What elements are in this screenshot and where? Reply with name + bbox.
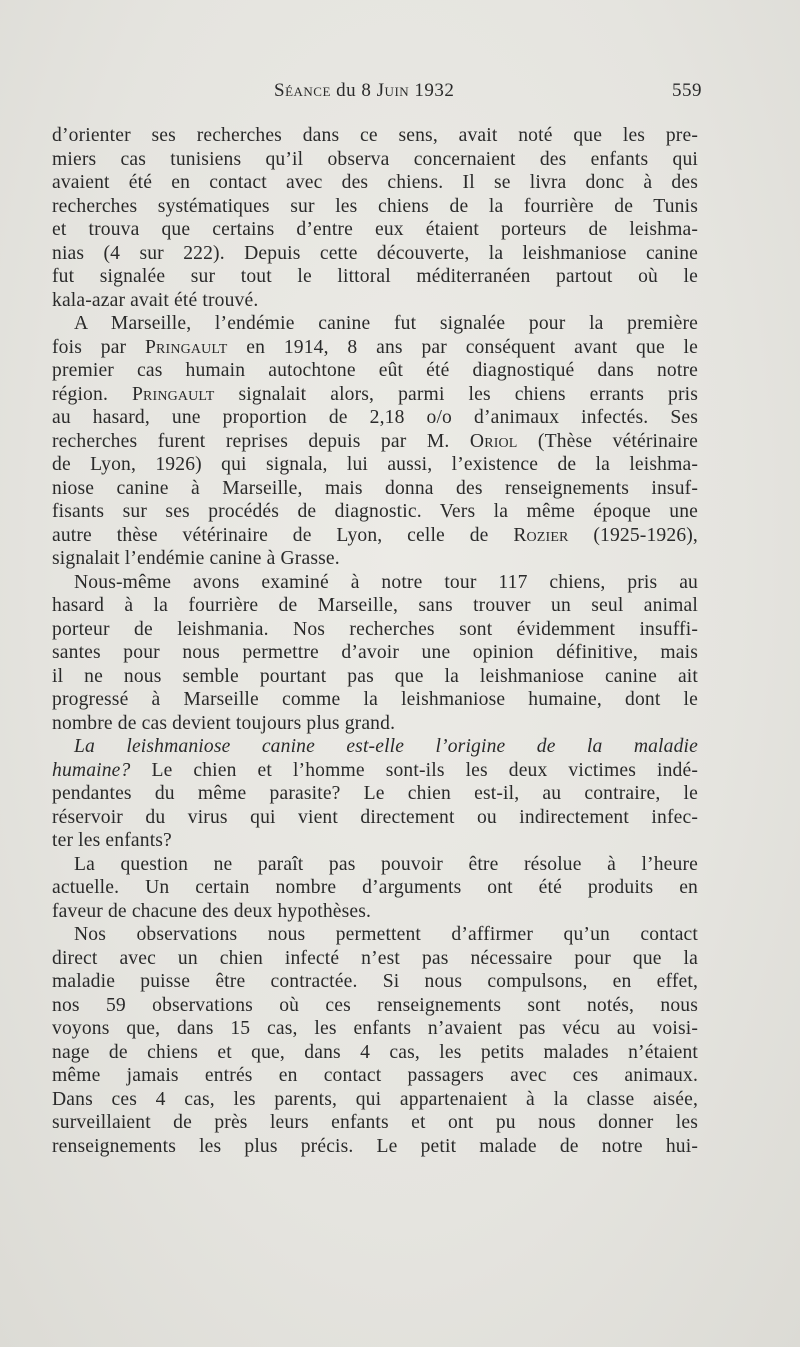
text-line: renseignements les plus précis. Le petit malade de notre hui- bbox=[52, 1135, 698, 1157]
text-line: Nous-même avons examiné à notre tour 117 chiens, pris au bbox=[74, 571, 698, 593]
text-line: actuelle. Un certain nombre d’arguments ont été produits en bbox=[52, 877, 698, 898]
running-header bbox=[52, 80, 702, 106]
text-line: La question ne paraît pas pouvoir être résolue à l’heure bbox=[74, 853, 698, 875]
running-title-seance: Séance bbox=[274, 80, 331, 101]
text-line: progressé à Marseille comme la leishmaniose humaine, dont le bbox=[52, 689, 698, 710]
text-line: il ne nous semble pourtant pas que la leishmaniose canine ait bbox=[52, 665, 698, 687]
text-line: fois par Pringault en 1914, 8 ans par conséquent avant que le bbox=[52, 336, 698, 358]
text-line: maladie puisse être contractée. Si nous compulsons, en effet, bbox=[52, 971, 698, 992]
page-number: 559 bbox=[672, 80, 702, 101]
text-line: Dans ces 4 cas, les parents, qui appartenaient à la classe aisée, bbox=[52, 1088, 698, 1110]
text-line: recherches furent reprises depuis par M. Oriol (Thèse vétérinaire bbox=[52, 430, 699, 452]
text-line: fut signalée sur tout le littoral méditerranéen partout où le bbox=[52, 266, 698, 287]
text-line: direct avec un chien infecté n’est pas nécessaire pour que la bbox=[52, 947, 698, 969]
running-title bbox=[274, 80, 454, 102]
text-line: d’orienter ses recherches dans ce sens, avait noté que les pre- bbox=[52, 125, 698, 146]
text-line: hasard à la fourrière de Marseille, sans trouver un seul animal bbox=[52, 595, 698, 616]
text-line: pendantes du même parasite? Le chien est-il, au contraire, le bbox=[52, 783, 698, 804]
text-line: porteur de leishmania. Nos recherches sont évidemment insuffi- bbox=[52, 618, 698, 640]
text-line: nias (4 sur 222). Depuis cette découverte, la leishmaniose canine bbox=[52, 242, 698, 264]
text-line: et trouva que certains d’entre eux étaient porteurs de leishma- bbox=[52, 219, 698, 240]
text-line: surveillaient de près leurs enfants et ont pu nous donner les bbox=[52, 1112, 698, 1133]
text-line: signalait l’endémie canine à Grasse. bbox=[52, 548, 340, 569]
text-line: humaine? Le chien et l’homme sont-ils les deux victimes indé- bbox=[52, 759, 698, 781]
running-title-year: 1932 bbox=[409, 80, 455, 101]
text-line: réservoir du virus qui vient directement ou indirectement infec- bbox=[52, 806, 698, 828]
text-line: niose canine à Marseille, mais donna des renseignements insuf- bbox=[52, 477, 698, 499]
italic-question-line: La leishmaniose canine est-elle l’origine de la maladie bbox=[74, 736, 698, 757]
text-line: au hasard, une proportion de 2,18 o/o d’animaux infectés. Ses bbox=[52, 407, 698, 428]
italic-word: humaine? bbox=[52, 759, 131, 781]
body-text bbox=[52, 124, 698, 1158]
text-line: A Marseille, l’endémie canine fut signalée pour la première bbox=[74, 313, 698, 334]
text-line: même jamais entrés en contact passagers avec ces animaux. bbox=[52, 1065, 698, 1086]
text-line: recherches systématiques sur les chiens de la fourrière de Tunis bbox=[52, 195, 698, 217]
text-line: premier cas humain autochtone eût été diagnostiqué dans notre bbox=[52, 360, 698, 381]
text-line: nage de chiens et que, dans 4 cas, les petits malades n’étaient bbox=[52, 1041, 698, 1063]
text-line: nos 59 observations où ces renseignements sont notés, nous bbox=[52, 994, 698, 1016]
text-line: Nos observations nous permettent d’affirmer qu’un contact bbox=[74, 924, 698, 945]
text-line: autre thèse vétérinaire de Lyon, celle de Rozier (1925-1926), bbox=[52, 524, 698, 546]
text-line: faveur de chacune des deux hypothèses. bbox=[52, 900, 372, 922]
text-line: voyons que, dans 15 cas, les enfants n’avaient pas vécu au voisi- bbox=[52, 1018, 698, 1039]
author-name: Oriol bbox=[469, 430, 518, 452]
text-line: ter les enfants? bbox=[52, 830, 172, 851]
author-name: Pringault bbox=[132, 383, 215, 405]
text-line: fisants sur ses procédés de diagnostic. Vers la même époque une bbox=[52, 501, 698, 522]
running-title-du: du 8 bbox=[330, 80, 377, 101]
text-line: miers cas tunisiens qu’il observa concernaient des enfants qui bbox=[52, 148, 698, 170]
text-line: nombre de cas devient toujours plus grand. bbox=[52, 712, 396, 734]
author-name: Rozier bbox=[513, 524, 569, 546]
author-name: Pringault bbox=[145, 336, 228, 358]
running-title-juin: Juin bbox=[376, 80, 410, 101]
text-line: de Lyon, 1926) qui signala, lui aussi, l’existence de la leishma- bbox=[52, 454, 698, 475]
text-line: avaient été en contact avec des chiens. Il se livra donc à des bbox=[52, 172, 698, 193]
text-line: région. Pringault signalait alors, parmi les chiens errants pris bbox=[52, 383, 698, 405]
text-line: kala-azar avait été trouvé. bbox=[52, 289, 259, 311]
text-line: santes pour nous permettre d’avoir une opinion définitive, mais bbox=[52, 642, 698, 663]
